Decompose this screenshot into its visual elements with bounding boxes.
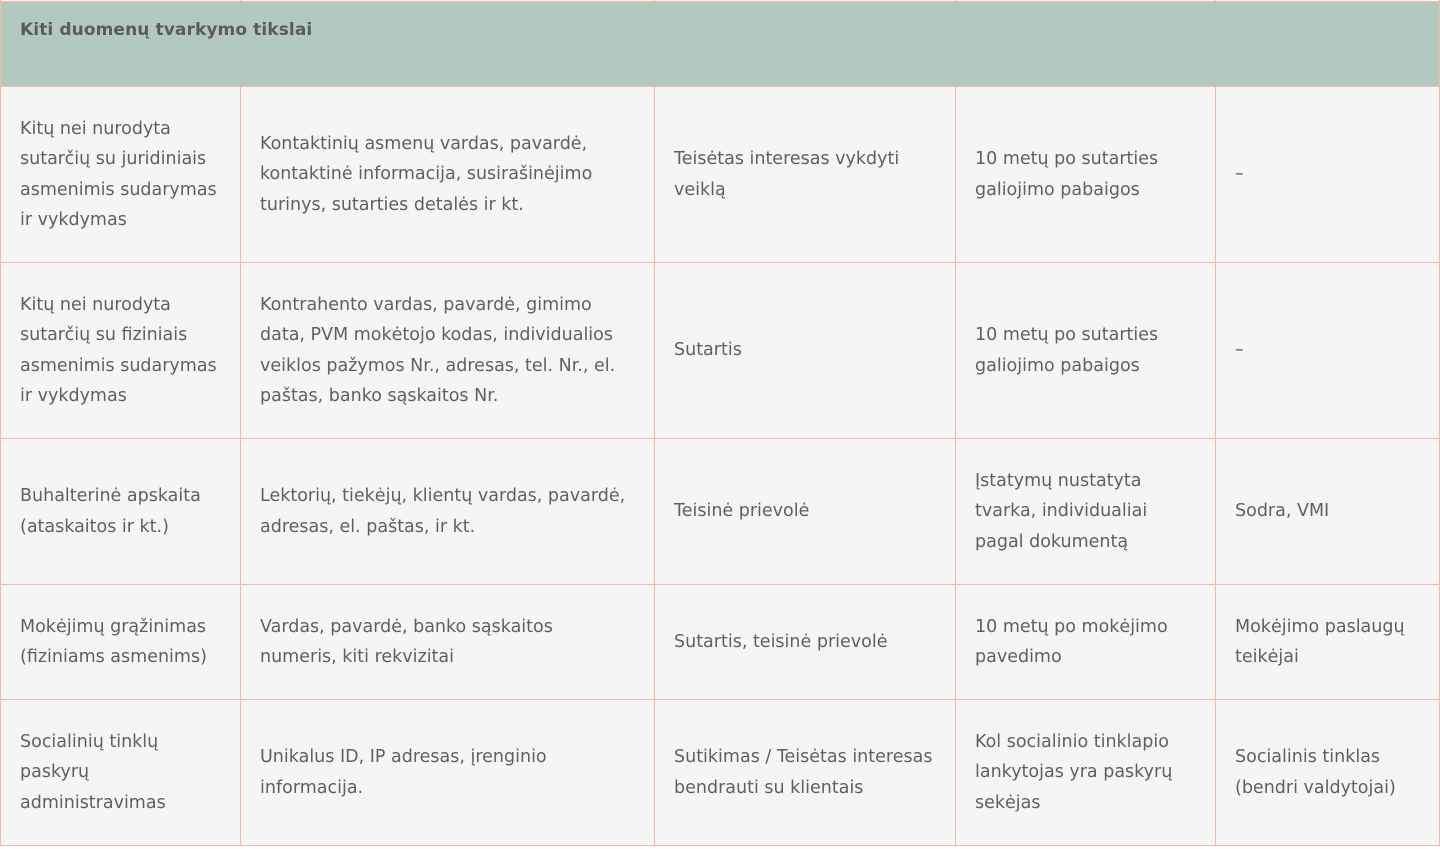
basis-cell: Teisėtas interesas vykdyti veiklą xyxy=(655,87,956,263)
data-cell: Lektorių, tiekėjų, klientų vardas, pavardė, adresas, el. paštas, ir kt. xyxy=(241,439,655,585)
retention-cell: 10 metų po sutarties galiojimo pabaigos xyxy=(956,263,1216,439)
retention-cell: Įstatymų nustatyta tvarka, individualiai pagal dokumentą xyxy=(956,439,1216,585)
retention-cell: 10 metų po mokėjimo pavedimo xyxy=(956,585,1216,700)
table-row xyxy=(1,439,1440,585)
recipients-cell: Sodra, VMI xyxy=(1216,439,1440,585)
purpose-cell: Mokėjimų grąžinimas (fiziniams asmenims) xyxy=(1,585,241,700)
recipients-cell: – xyxy=(1216,87,1440,263)
data-cell: Unikalus ID, IP adresas, įrenginio informacija. xyxy=(241,700,655,846)
section-header-row xyxy=(1,2,1440,87)
basis-cell: Teisinė prievolė xyxy=(655,439,956,585)
data-cell: Vardas, pavardė, banko sąskaitos numeris, kiti rekvizitai xyxy=(241,585,655,700)
table-row xyxy=(1,700,1440,846)
purpose-cell: Kitų nei nurodyta sutarčių su juridiniais asmenimis sudarymas ir vykdymas xyxy=(1,87,241,263)
table-row xyxy=(1,263,1440,439)
purpose-cell: Kitų nei nurodyta sutarčių su fiziniais asmenimis sudarymas ir vykdymas xyxy=(1,263,241,439)
basis-cell: Sutartis, teisinė prievolė xyxy=(655,585,956,700)
data-cell: Kontaktinių asmenų vardas, pavardė, kontaktinė informacija, susirašinėjimo turinys, sutarties detalės ir kt. xyxy=(241,87,655,263)
data-cell: Kontrahento vardas, pavardė, gimimo data, PVM mokėtojo kodas, individualios veiklos pažymos Nr., adresas, tel. Nr., el. paštas, banko sąskaitos Nr. xyxy=(241,263,655,439)
section-header-cell xyxy=(1,2,1440,87)
recipients-cell: Socialinis tinklas (bendri valdytojai) xyxy=(1216,700,1440,846)
table-row xyxy=(1,585,1440,700)
retention-cell: Kol socialinio tinklapio lankytojas yra paskyrų sekėjas xyxy=(956,700,1216,846)
purpose-cell: Buhalterinė apskaita (ataskaitos ir kt.) xyxy=(1,439,241,585)
table-row xyxy=(1,87,1440,263)
recipients-cell: Mokėjimo paslaugų teikėjai xyxy=(1216,585,1440,700)
basis-cell: Sutartis xyxy=(655,263,956,439)
purpose-cell: Socialinių tinklų paskyrų administravimas xyxy=(1,700,241,846)
recipients-cell: – xyxy=(1216,263,1440,439)
section-title: Kiti duomenų tvarkymo tikslai xyxy=(20,20,313,40)
retention-cell: 10 metų po sutarties galiojimo pabaigos xyxy=(956,87,1216,263)
basis-cell: Sutikimas / Teisėtas interesas bendrauti su klientais xyxy=(655,700,956,846)
